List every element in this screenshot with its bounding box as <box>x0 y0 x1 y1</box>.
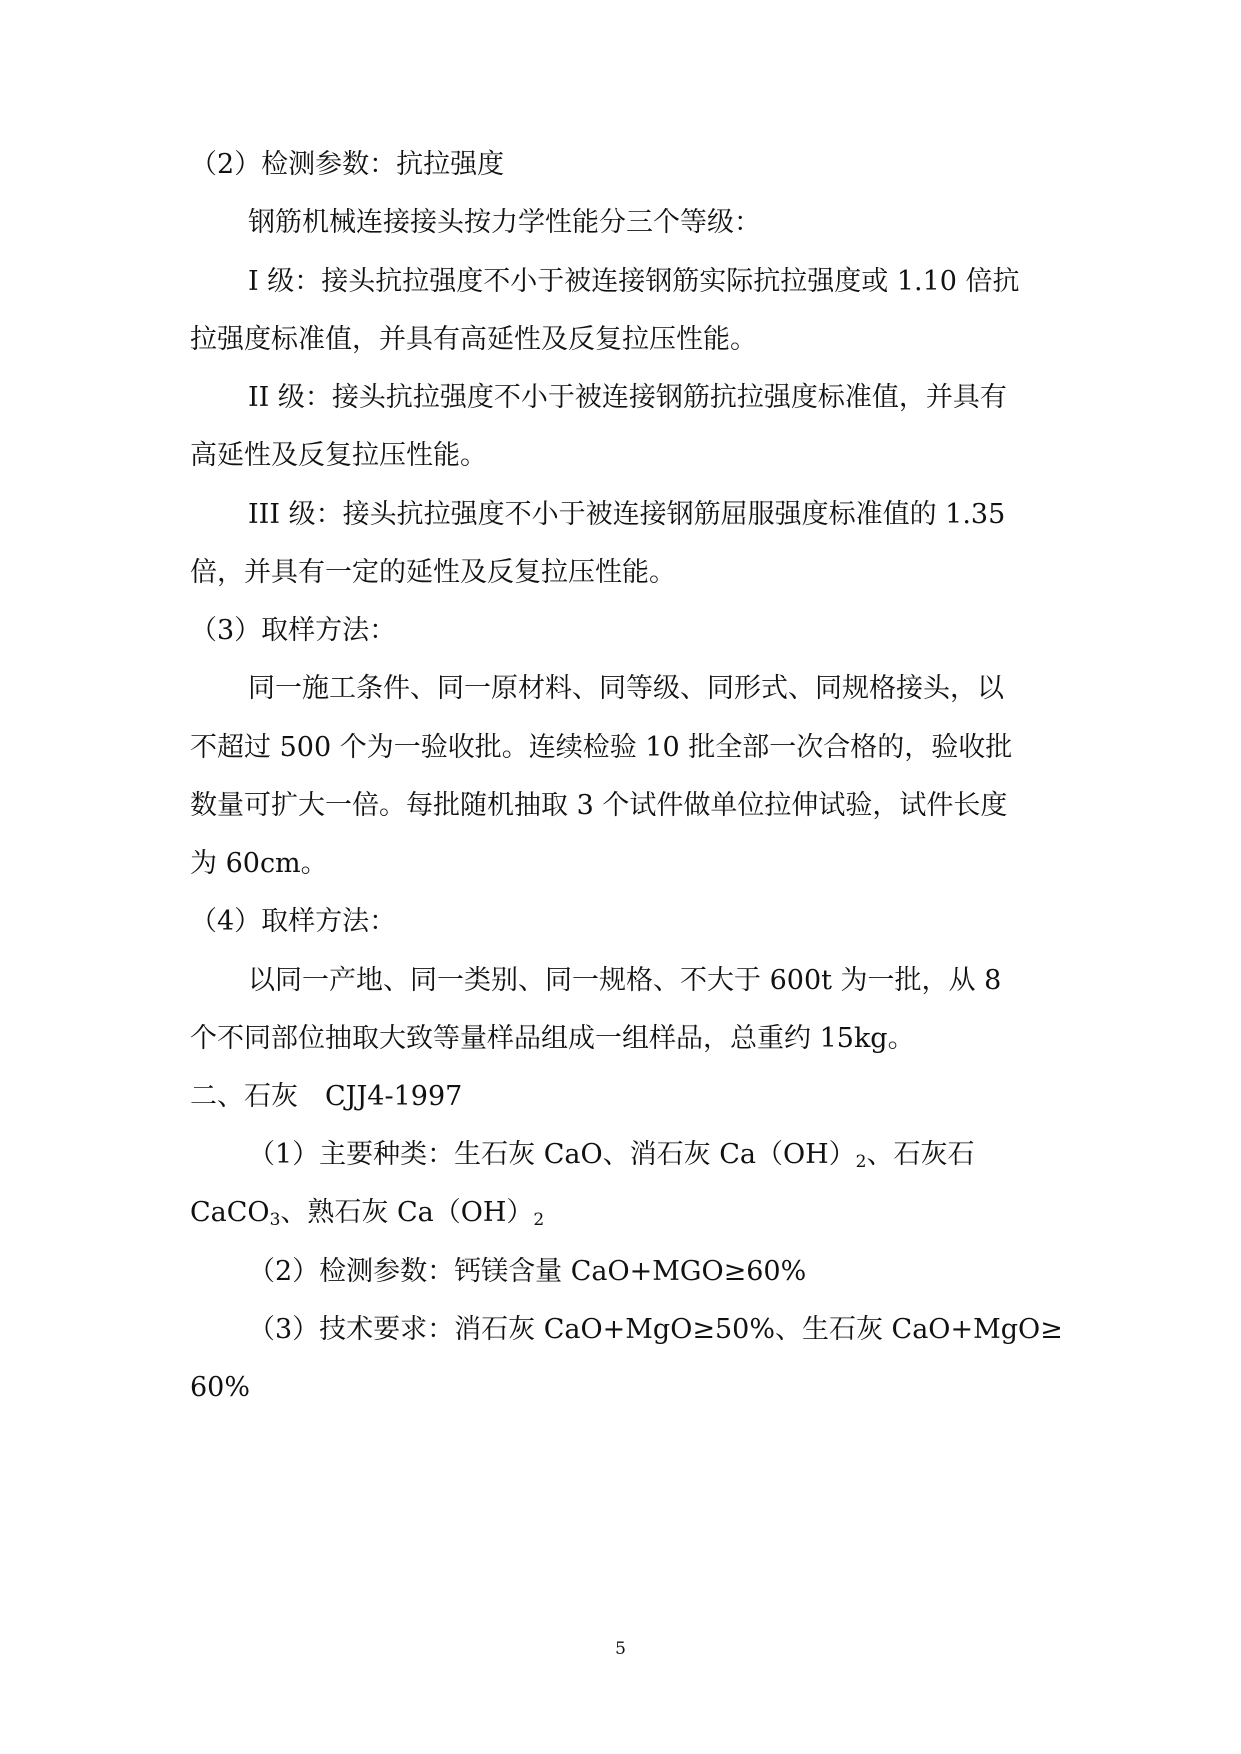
sampling-line-4: 为 60cm。 <box>190 848 328 879</box>
grade-3-line-1: III 级：接头抗拉强度不小于被连接钢筋屈服强度标准值的 1.35 <box>248 499 1006 530</box>
grade-1-line-1: I 级：接头抗拉强度不小于被连接钢筋实际抗拉强度或 1.10 倍抗 <box>248 266 1020 297</box>
sampling-line-1: 同一施工条件、同一原材料、同等级、同形式、同规格接头，以 <box>248 673 1004 704</box>
section-lime-heading: 二、石灰 CJJ4-1997 <box>190 1081 463 1112</box>
item-3-heading: （3）取样方法： <box>190 615 397 646</box>
lime-types-text-2: 、石灰石 <box>866 1139 975 1170</box>
sampling-4-line-1: 以同一产地、同一类别、同一规格、不大于 600t 为一批，从 8 <box>248 965 1002 996</box>
page-number: 5 <box>615 1639 626 1659</box>
grade-2-line-1: II 级：接头抗拉强度不小于被连接钢筋抗拉强度标准值，并具有 <box>248 382 1007 413</box>
lime-test-parameter: （2）检测参数：钙镁含量 CaO+MGO≥60% <box>248 1256 807 1287</box>
lime-types-sub-3: 2 <box>533 1210 545 1230</box>
lime-technical-line-1: （3）技术要求：消石灰 CaO+MgO≥50%、生石灰 CaO+MgO≥ <box>248 1314 1063 1345</box>
grade-2-line-2: 高延性及反复拉压性能。 <box>190 440 487 471</box>
lime-types-text-4: 、熟石灰 Ca（OH） <box>280 1197 534 1228</box>
lime-types-text-3: CaCO <box>190 1197 270 1228</box>
lime-technical-line-2: 60% <box>190 1372 251 1403</box>
lime-types-sub-1: 2 <box>855 1152 867 1172</box>
lime-types-text-1: （1）主要种类：生石灰 CaO、消石灰 Ca（OH） <box>248 1139 856 1170</box>
grade-1-line-2: 拉强度标准值，并具有高延性及反复拉压性能。 <box>190 324 757 355</box>
sampling-4-line-2: 个不同部位抽取大致等量样品组成一组样品，总重约 15kg。 <box>190 1023 915 1054</box>
lime-types-sub-2: 3 <box>269 1210 281 1230</box>
item-2-heading: （2）检测参数：抗拉强度 <box>190 149 505 180</box>
item-4-heading: （4）取样方法： <box>190 906 397 937</box>
lime-types-line-1 <box>248 1137 975 1173</box>
lime-types-line-2 <box>190 1195 544 1231</box>
sampling-line-2: 不超过 500 个为一验收批。连续检验 10 批全部一次合格的，验收批 <box>190 732 1013 763</box>
grade-3-line-2: 倍，并具有一定的延性及反复拉压性能。 <box>190 557 676 588</box>
grades-intro: 钢筋机械连接接头按力学性能分三个等级： <box>248 207 761 238</box>
sampling-line-3: 数量可扩大一倍。每批随机抽取 3 个试件做单位拉伸试验，试件长度 <box>190 790 1008 821</box>
